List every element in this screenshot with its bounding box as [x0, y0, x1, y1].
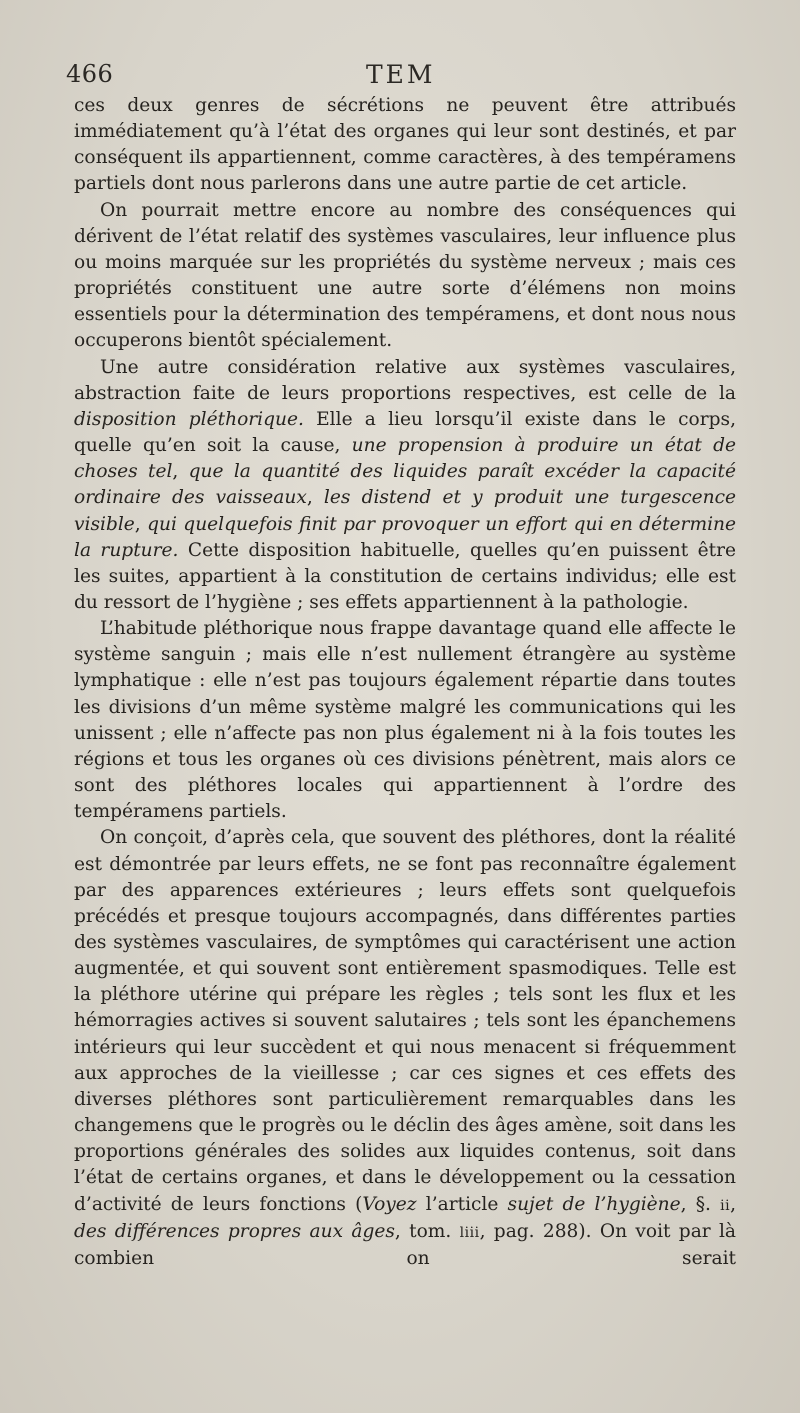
body-text: [74, 93, 736, 1272]
roman-numeral: liii: [459, 1224, 480, 1241]
text-run: Une autre considération relative aux systèmes vasculaires, abstraction faite de leurs proportions respectives, est celle de la: [74, 356, 736, 404]
paragraph: L’habitude pléthorique nous frappe davantage quand elle affecte le système sanguin ; mais elle n’est nullement étrangère au système lymphatique : elle n’est pas toujours également répartie dans toutes les divisions d’un même système malgré les communications qui les unissent ; elle n’affecte pas non plus également ni à la fois toutes les régions et tous les organes où ces divisions pénètrent, mais alors ce sont des pléthores locales qui appartiennent à l’ordre des tempéramens partiels.: [74, 618, 736, 823]
paragraph: [74, 355, 736, 617]
running-head: TEM: [366, 60, 436, 89]
paragraph: On pourrait mettre encore au nombre des conséquences qui dérivent de l’état relatif des systèmes vasculaires, leur influence plus ou moins marquée sur les propriétés du système nerveux ; mais ces propriétés constituent une autre sorte d’élémens non moins essentiels pour la détermination des tempéramens, et dont nous nous occuperons bientôt spécialement.: [74, 199, 736, 352]
italic-phrase: qui quelquefois finit par provoquer un effort qui en détermine la rupture.: [74, 513, 737, 561]
italic-phrase: que la quantité des liquides paraît excéder la capacité ordinaire des vaisseaux: [74, 461, 736, 509]
text-run: , tom.: [394, 1220, 460, 1242]
italic-term: disposition pléthorique.: [74, 408, 304, 430]
italic-reference: Voyez: [362, 1193, 417, 1215]
paragraph: ces deux genres de sécrétions ne peuvent être attribués immédiatement qu’à l’état des organes qui leur sont destinés, et par conséquent ils appartiennent, comme caractères, à des tempéramens partiels dont nous parlerons dans une autre partie de cet article.: [74, 95, 736, 195]
text-run: Elle a lieu lorsqu’il existe dans le corps, quelle qu’en soit la cause,: [74, 408, 736, 457]
text-run: , §.: [680, 1193, 721, 1215]
italic-phrase: une propension à produire un état de choses tel: [74, 435, 736, 483]
text-run: ,: [134, 513, 148, 535]
roman-numeral: ii: [720, 1197, 731, 1214]
text-run: ,: [730, 1193, 736, 1215]
text-run: Cette disposition habituelle, quelles qu’en puissent être les suites, appartient à la constitution de certains individus; elle est du ressort de l’hygiène ; ses effets appartiennent à la pathologie.: [74, 539, 736, 613]
page-number: 466: [66, 60, 114, 88]
italic-reference: des différences propres aux âges: [74, 1220, 395, 1242]
text-run: ,: [172, 461, 189, 483]
page-header: [0, 60, 800, 94]
italic-reference: sujet de l’hygiène: [507, 1193, 681, 1215]
text-run: ,: [306, 487, 324, 509]
paragraph: [74, 825, 736, 1272]
text-run: On conçoit, d’après cela, que souvent des pléthores, dont la réalité est démontrée par leurs effets, ne se font pas reconnaître également par des apparences extérieures ; leurs effets sont quelquefois précédés et presque toujours accompagnés, dans différentes parties des systèmes vasculaires, de symptômes qui caractérisent une action augmentée, et qui souvent sont entièrement spasmodiques. Telle est la pléthore utérine qui prépare les règles ; tels sont les flux et les hémorragies actives si souvent salutaires ; tels sont les épanchemens intérieurs qui leur succèdent et qui nous menacent si fréquemment aux approches de la vieillesse ; car ces signes et ces effets des diverses pléthores sont particulièrement remarquables dans les changemens que le progrès ou le déclin des âges amène, soit dans les proportions générales des solides aux liquides contenus, soit dans l’état de certains organes, et dans le développement ou la cessation d’activité de leurs fonctions (: [74, 827, 736, 1215]
text-run: l’article: [416, 1193, 508, 1215]
text-run: , pag. 288). On voit par là combien on serait: [74, 1220, 736, 1269]
italic-phrase: les distend et y produit une turgescence visible: [74, 487, 736, 535]
